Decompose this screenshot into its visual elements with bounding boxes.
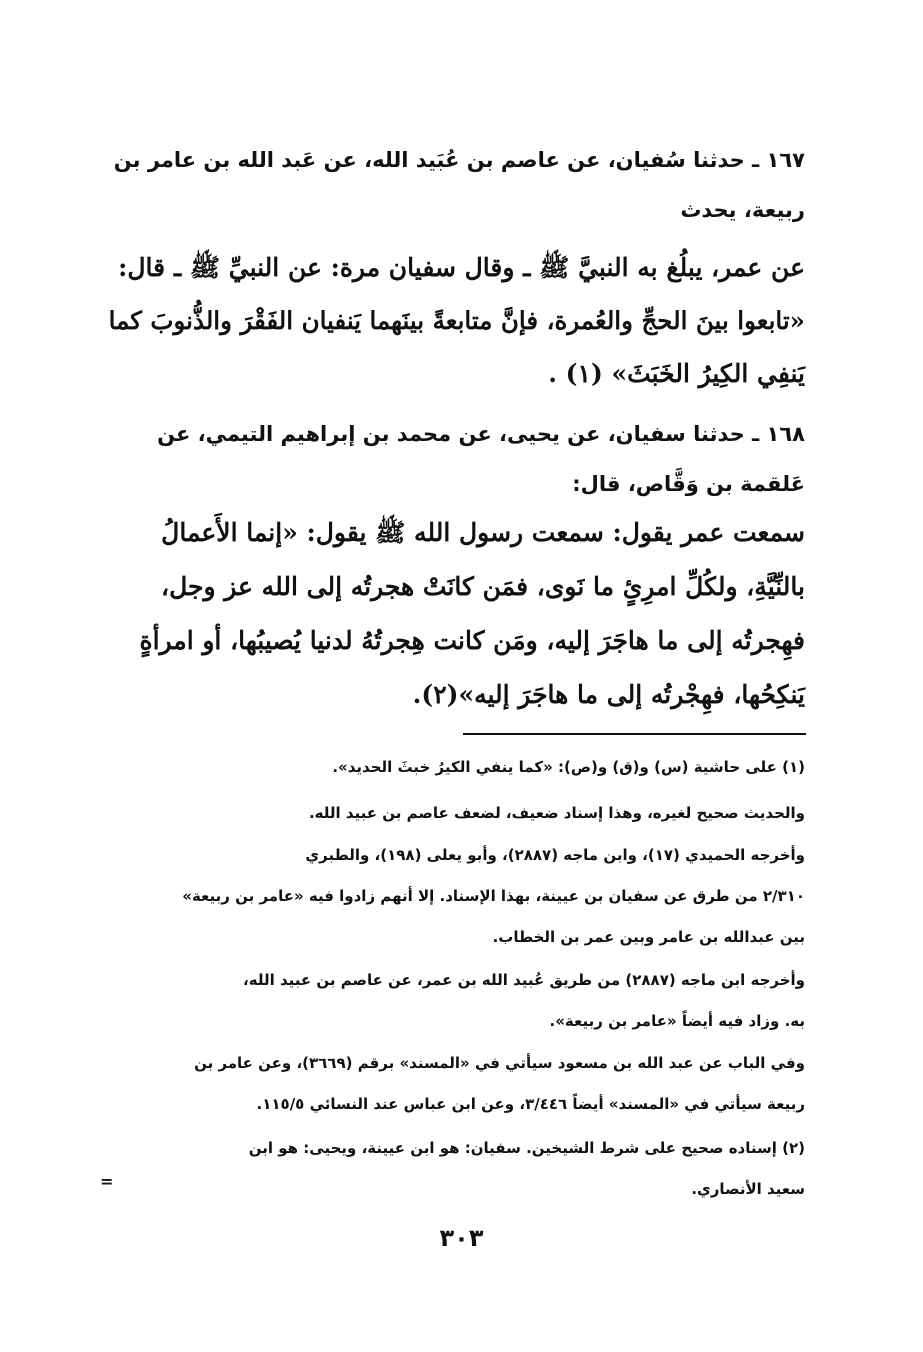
text-line: سعيد الأنصاري. xyxy=(691,1180,805,1198)
text-line: «تابعوا بينَ الحجِّ والعُمرة، فإنَّ متابعةً بينَهما يَنفيان الفَقْرَ والذُّنوبَ كما xyxy=(108,306,805,335)
hadith-167-matn xyxy=(105,241,805,400)
text-line: بين عبدالله بن عامر وبين عمر بن الخطاب. xyxy=(492,928,805,946)
text-line: ربيعة سيأتي في «المسند» أيضاً ٣/٤٤٦، وعن ابن عباس عند النسائي ١١٥/٥. xyxy=(256,1095,805,1113)
footnote-separator xyxy=(463,733,806,735)
text-line: وأخرجه ابن ماجه (٢٨٨٧) من طريق عُبيد الله بن عمر، عن عاصم بن عبيد الله، xyxy=(243,971,805,989)
page-number: ٣٠٣ xyxy=(439,1224,484,1252)
text-line: سمعت عمر يقول: سمعت رسول الله ﷺ يقول: «إنما الأَعمالُ xyxy=(161,518,805,547)
text-line: وفي الباب عن عبد الله بن مسعود سيأتي في «المسند» برقم (٣٦٦٩)، وعن عامر بن xyxy=(194,1054,805,1072)
hadith-168-isnad xyxy=(105,409,805,509)
continuation-mark: = xyxy=(100,1172,114,1191)
text-line: ١٦٧ ـ حدثنا سُفيان، عن عاصم بن عُبَيد الله، عن عَبد الله بن عامر بن xyxy=(113,148,805,172)
hadith-167-isnad xyxy=(105,135,805,235)
footnote-1-grading xyxy=(105,793,805,834)
text-line: وأخرجه الحميدي (١٧)، وابن ماجه (٢٨٨٧)، وأبو يعلى (١٩٨)، والطبري xyxy=(305,846,805,864)
footnote-1 xyxy=(105,747,805,788)
text-line: ربيعة، يحدث xyxy=(680,198,805,222)
footnote-1-takhrij xyxy=(105,835,805,958)
text-line: به. وزاد فيه أيضاً «عامر بن ربيعة». xyxy=(549,1012,805,1030)
text-line: عَلقمة بن وَقَّاص، قال: xyxy=(572,472,805,496)
footnote-2 xyxy=(105,1128,805,1210)
footnote-1-shawahid xyxy=(105,1043,805,1125)
text-line: يَنفِي الكِيرُ الخَبَثَ» (١) . xyxy=(548,359,805,388)
text-line: يَنكِحُها، فهِجْرتُه إلى ما هاجَرَ إليه»(٢). xyxy=(412,680,805,709)
text-line: بالنِّيَّةِ، ولكُلِّ امرِئٍ ما نَوى، فمَن كانَتْ هجرتُه إلى الله عز وجل، xyxy=(161,572,805,601)
hadith-168-matn xyxy=(105,506,805,722)
footnote-1-takhrij-2 xyxy=(105,960,805,1042)
text-line: عن عمر، يبلُغ به النبيَّ ﷺ ـ وقال سفيان مرة: عن النبيِّ ﷺ ـ قال: xyxy=(118,253,805,282)
text-line: (١) على حاشية (س) و(ق) و(ص): «كما ينفي الكيرُ خبثَ الحديد». xyxy=(332,758,805,776)
text-line: ٢/٣١٠ من طرق عن سفيان بن عيينة، بهذا الإسناد. إلا أنهم زادوا فيه «عامر بن ربيعة» xyxy=(182,887,805,905)
text-line: ١٦٨ ـ حدثنا سفيان، عن يحيى، عن محمد بن إبراهيم التيمي، عن xyxy=(157,422,805,446)
text-line: (٢) إسناده صحيح على شرط الشيخين. سفيان: هو ابن عيينة، ويحيى: هو ابن xyxy=(248,1139,805,1157)
text-line: والحديث صحيح لغيره، وهذا إسناد ضعيف، لضعف عاصم بن عبيد الله. xyxy=(308,804,805,822)
text-line: فهِجرتُه إلى ما هاجَرَ إليه، ومَن كانت هِجرتُهُ لدنيا يُصيبُها، أو امرأةٍ xyxy=(139,626,805,655)
